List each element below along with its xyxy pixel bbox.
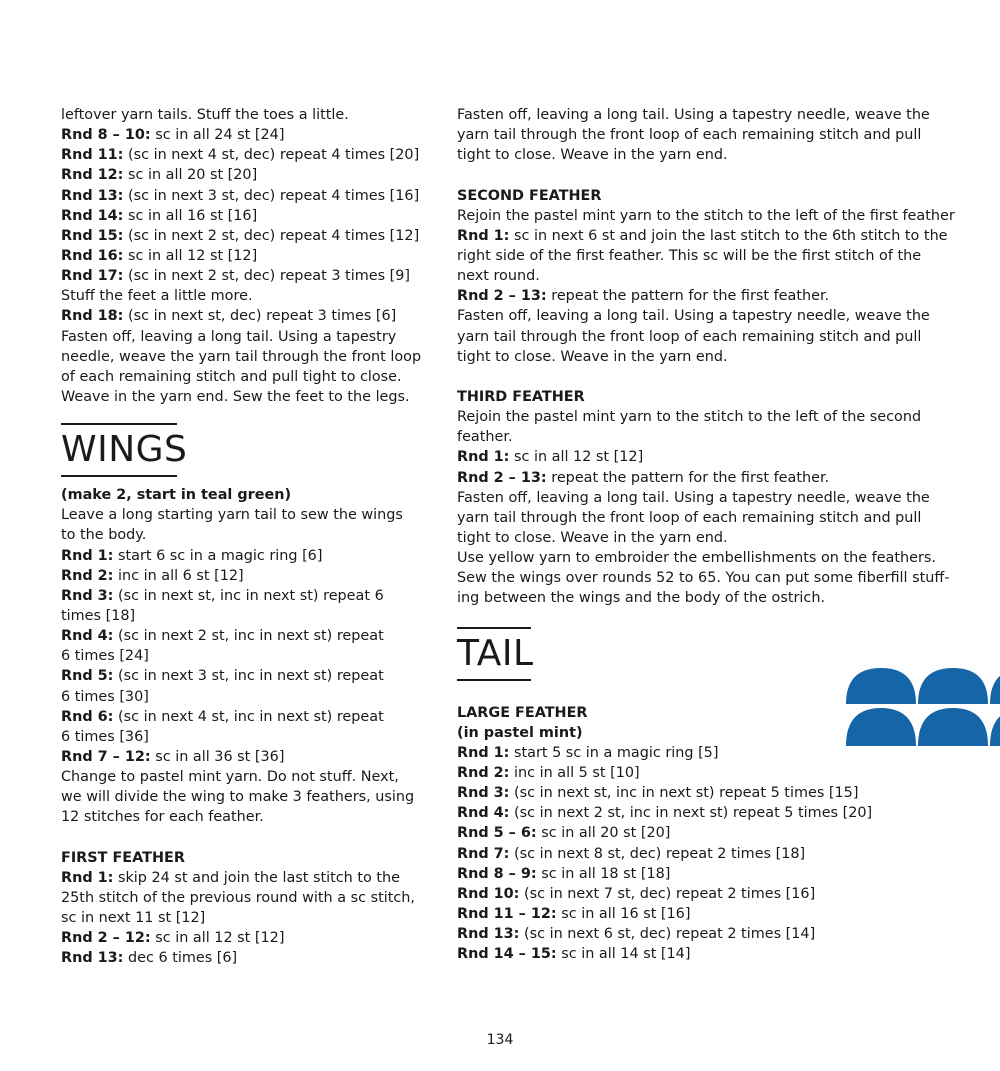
text-line (457, 944, 992, 964)
line-text: 12 stitches for each feather. (61, 809, 264, 826)
text-line (61, 105, 441, 125)
text-line (61, 327, 441, 347)
line-text: sc in all 12 st [12] (509, 449, 644, 466)
right-column (457, 105, 992, 964)
wings-heading-block (61, 423, 441, 477)
round-label: Rnd 13: (61, 187, 124, 204)
text-line (457, 904, 992, 924)
line-text: (sc in next 2 st, dec) repeat 3 times [9] (123, 268, 411, 285)
text-line (61, 666, 441, 686)
text-line (61, 646, 441, 666)
text-line (457, 783, 992, 803)
line-text: skip 24 st and join the last stitch to the (113, 869, 401, 886)
text-line (61, 286, 441, 306)
scallop-shape (990, 668, 1000, 704)
text-line (457, 823, 992, 843)
wings-heading: WINGS (61, 429, 188, 471)
text-line (457, 226, 992, 246)
text-line (61, 807, 441, 827)
round-label: Rnd 11 – 12: (457, 905, 557, 922)
line-text: ing between the wings and the body of the ostrich. (457, 590, 826, 607)
large-feather-subtitle: (in pastel mint) (457, 724, 583, 741)
text-line (61, 566, 441, 586)
line-text: next round. (457, 268, 540, 285)
heading-rule-top (457, 627, 531, 629)
text-line (61, 586, 441, 606)
text-line (61, 908, 441, 928)
line-text: Rejoin the pastel mint yarn to the stitch to the left of the first feather (457, 207, 955, 224)
right-top-instructions (457, 105, 992, 165)
text-line (61, 145, 441, 165)
text-line (61, 948, 441, 968)
round-label: Rnd 1: (61, 869, 114, 886)
text-line (457, 145, 992, 165)
round-label: Rnd 6: (61, 708, 114, 725)
line-text: repeat the pattern for the first feather. (546, 469, 830, 486)
round-label: Rnd 2: (61, 567, 114, 584)
line-text: (sc in next 7 st, dec) repeat 2 times [16] (519, 885, 816, 902)
text-line (457, 508, 992, 528)
text-line (61, 787, 441, 807)
line-text: sc in next 11 st [12] (61, 910, 206, 927)
heading-rule-top (61, 423, 177, 425)
large-feather-heading: LARGE FEATHER (457, 704, 588, 721)
round-label: Rnd 11: (61, 147, 124, 164)
line-text: leftover yarn tails. Stuff the toes a little. (61, 107, 349, 123)
text-line (61, 767, 441, 787)
line-text: (sc in next 3 st, dec) repeat 4 times [16] (123, 187, 420, 204)
line-text: (sc in next 3 st, inc in next st) repeat (113, 668, 384, 685)
heading-rule-bottom (61, 475, 177, 477)
round-label: Rnd 5 – 6: (457, 825, 537, 842)
round-label: Rnd 2 – 13: (457, 469, 547, 486)
line-text: Stuff the feet a little more. (61, 288, 253, 305)
line-text: sc in all 12 st [12] (123, 247, 258, 264)
text-line (457, 528, 992, 548)
tail-heading: TAIL (457, 632, 534, 674)
text-line (61, 707, 441, 727)
line-text: Sew the wings over rounds 52 to 65. You can put some fiberfill stuff- (457, 570, 950, 587)
text-line (457, 347, 992, 367)
text-line (457, 125, 992, 145)
text-line (457, 803, 992, 823)
line-text: 6 times [24] (61, 648, 149, 665)
text-line (61, 868, 441, 888)
round-label: Rnd 10: (457, 885, 520, 902)
text-line (457, 286, 992, 306)
line-text: tight to close. Weave in the yarn end. (457, 348, 728, 365)
page-number: 134 (486, 1032, 514, 1048)
line-text: sc in all 24 st [24] (150, 127, 285, 144)
line-text: sc in all 14 st [14] (556, 946, 691, 963)
line-text: to the body. (61, 527, 147, 544)
line-text: 6 times [30] (61, 688, 149, 705)
round-label: Rnd 15: (61, 227, 124, 244)
line-text: sc in all 20 st [20] (536, 825, 671, 842)
text-line (457, 548, 992, 568)
text-line (457, 447, 992, 467)
round-label: Rnd 3: (61, 587, 114, 604)
line-text: tight to close. Weave in the yarn end. (457, 529, 728, 546)
round-label: Rnd 16: (61, 247, 124, 264)
line-text: right side of the first feather. This sc will be the first stitch of the (457, 247, 922, 264)
scallop-shape (918, 668, 988, 704)
round-label: Rnd 7: (457, 845, 510, 862)
line-text: yarn tail through the front loop of each remaining stitch and pull (457, 509, 922, 526)
round-label: Rnd 1: (457, 227, 510, 244)
text-line (457, 306, 992, 326)
line-text: (sc in next st, inc in next st) repeat 5 times [15] (509, 785, 859, 802)
round-label: Rnd 18: (61, 308, 124, 325)
line-text: yarn tail through the front loop of each remaining stitch and pull (457, 127, 922, 144)
text-line (457, 407, 992, 427)
scallop-shape (990, 708, 1000, 746)
second-feather-heading: SECOND FEATHER (457, 187, 602, 204)
round-label: Rnd 4: (61, 628, 114, 645)
line-text: dec 6 times [6] (123, 950, 238, 967)
text-line (61, 928, 441, 948)
line-text: sc in all 36 st [36] (150, 748, 285, 765)
line-text: 6 times [36] (61, 728, 149, 745)
line-text: Rejoin the pastel mint yarn to the stitch to the left of the second (457, 409, 922, 426)
round-label: Rnd 8 – 10: (61, 127, 151, 144)
round-label: Rnd 17: (61, 268, 124, 285)
round-label: Rnd 13: (457, 926, 520, 943)
line-text: start 5 sc in a magic ring [5] (509, 744, 719, 761)
text-line (61, 165, 441, 185)
text-line (61, 888, 441, 908)
text-line (457, 266, 992, 286)
text-line (61, 626, 441, 646)
line-text: (sc in next st, dec) repeat 3 times [6] (123, 308, 397, 325)
round-label: Rnd 4: (457, 805, 510, 822)
text-line (61, 226, 441, 246)
line-text: start 6 sc in a magic ring [6] (113, 547, 323, 564)
text-line (457, 246, 992, 266)
text-line (61, 246, 441, 266)
text-line (61, 367, 441, 387)
line-text: Change to pastel mint yarn. Do not stuff. Next, (61, 769, 399, 786)
round-label: Rnd 7 – 12: (61, 748, 151, 765)
text-line (61, 266, 441, 286)
round-label: Rnd 5: (61, 668, 114, 685)
line-text: Weave in the yarn end. Sew the feet to the legs. (61, 388, 410, 405)
line-text: sc in all 12 st [12] (150, 930, 285, 947)
line-text: we will divide the wing to make 3 feathers, using (61, 789, 415, 806)
line-text: 25th stitch of the previous round with a sc stitch, (61, 889, 415, 906)
line-text: inc in all 6 st [12] (113, 567, 244, 584)
text-line (457, 924, 992, 944)
text-line (457, 568, 992, 588)
second-feather-instructions (457, 206, 992, 367)
round-label: Rnd 1: (61, 547, 114, 564)
round-label: Rnd 2 – 12: (61, 930, 151, 947)
line-text: tight to close. Weave in the yarn end. (457, 147, 728, 164)
text-line (61, 125, 441, 145)
first-feather-heading: FIRST FEATHER (61, 849, 185, 866)
text-line (457, 884, 992, 904)
line-text: times [18] (61, 607, 136, 624)
text-line (457, 468, 992, 488)
text-line (61, 606, 441, 626)
third-feather-instructions (457, 407, 992, 608)
left-column (61, 105, 441, 968)
line-text: inc in all 5 st [10] (509, 764, 640, 781)
round-label: Rnd 2 – 13: (457, 288, 547, 305)
text-line (457, 488, 992, 508)
line-text: Use yellow yarn to embroider the embellishments on the feathers. (457, 550, 936, 567)
line-text: of each remaining stitch and pull tight to close. (61, 368, 402, 385)
round-label: Rnd 3: (457, 785, 510, 802)
line-text: Fasten off, leaving a long tail. Using a tapestry (61, 328, 397, 345)
round-label: Rnd 14 – 15: (457, 946, 557, 963)
line-text: feather. (457, 429, 513, 446)
line-text: sc in all 20 st [20] (123, 167, 258, 184)
round-label: Rnd 8 – 9: (457, 865, 537, 882)
text-line (61, 186, 441, 206)
text-line (457, 327, 992, 347)
scallop-shape (846, 708, 916, 746)
line-text: Leave a long starting yarn tail to sew the wings (61, 507, 403, 524)
text-line (61, 387, 441, 407)
text-line (61, 347, 441, 367)
scallop-shape (846, 668, 916, 704)
line-text: sc in next 6 st and join the last stitch to the 6th stitch to the (509, 227, 948, 244)
text-line (61, 505, 441, 525)
round-label: Rnd 2: (457, 764, 510, 781)
line-text: yarn tail through the front loop of each remaining stitch and pull (457, 328, 922, 345)
text-line (61, 727, 441, 747)
line-text: sc in all 18 st [18] (536, 865, 671, 882)
line-text: (sc in next 8 st, dec) repeat 2 times [18] (509, 845, 806, 862)
line-text: (sc in next 2 st, dec) repeat 4 times [12] (123, 227, 420, 244)
line-text: needle, weave the yarn tail through the front loop (61, 348, 422, 365)
large-feather-instructions (457, 743, 992, 965)
text-line (61, 306, 441, 326)
line-text: sc in all 16 st [16] (123, 207, 258, 224)
decorative-scallops (843, 664, 1000, 750)
heading-rule-bottom (457, 679, 531, 681)
text-line (61, 747, 441, 767)
text-line (61, 206, 441, 226)
line-text: (sc in next 2 st, inc in next st) repeat (113, 628, 384, 645)
line-text: (sc in next 4 st, inc in next st) repeat (113, 708, 384, 725)
line-text: Fasten off, leaving a long tail. Using a tapestry needle, weave the (457, 107, 930, 123)
text-line (457, 864, 992, 884)
text-line (61, 687, 441, 707)
line-text: repeat the pattern for the first feather. (546, 288, 830, 305)
line-text: sc in all 16 st [16] (556, 905, 691, 922)
third-feather-heading: THIRD FEATHER (457, 388, 585, 405)
wings-subtitle: (make 2, start in teal green) (61, 487, 292, 504)
round-label: Rnd 1: (457, 449, 510, 466)
round-label: Rnd 1: (457, 744, 510, 761)
wings-instructions (61, 505, 441, 827)
left-top-instructions (61, 105, 441, 407)
text-line (457, 206, 992, 226)
text-line (61, 525, 441, 545)
text-line (457, 588, 992, 608)
round-label: Rnd 14: (61, 207, 124, 224)
round-label: Rnd 13: (61, 950, 124, 967)
text-line (457, 844, 992, 864)
first-feather-instructions (61, 868, 441, 969)
line-text: (sc in next 6 st, dec) repeat 2 times [14] (519, 926, 816, 943)
text-line (457, 427, 992, 447)
scallop-shape (918, 708, 988, 746)
text-line (457, 763, 992, 783)
line-text: (sc in next 2 st, inc in next st) repeat 5 times [20] (509, 805, 873, 822)
line-text: Fasten off, leaving a long tail. Using a tapestry needle, weave the (457, 489, 930, 506)
text-line (457, 105, 992, 125)
line-text: Fasten off, leaving a long tail. Using a tapestry needle, weave the (457, 308, 930, 325)
text-line (61, 546, 441, 566)
line-text: (sc in next st, inc in next st) repeat 6 (113, 587, 384, 604)
line-text: (sc in next 4 st, dec) repeat 4 times [20] (123, 147, 420, 164)
round-label: Rnd 12: (61, 167, 124, 184)
